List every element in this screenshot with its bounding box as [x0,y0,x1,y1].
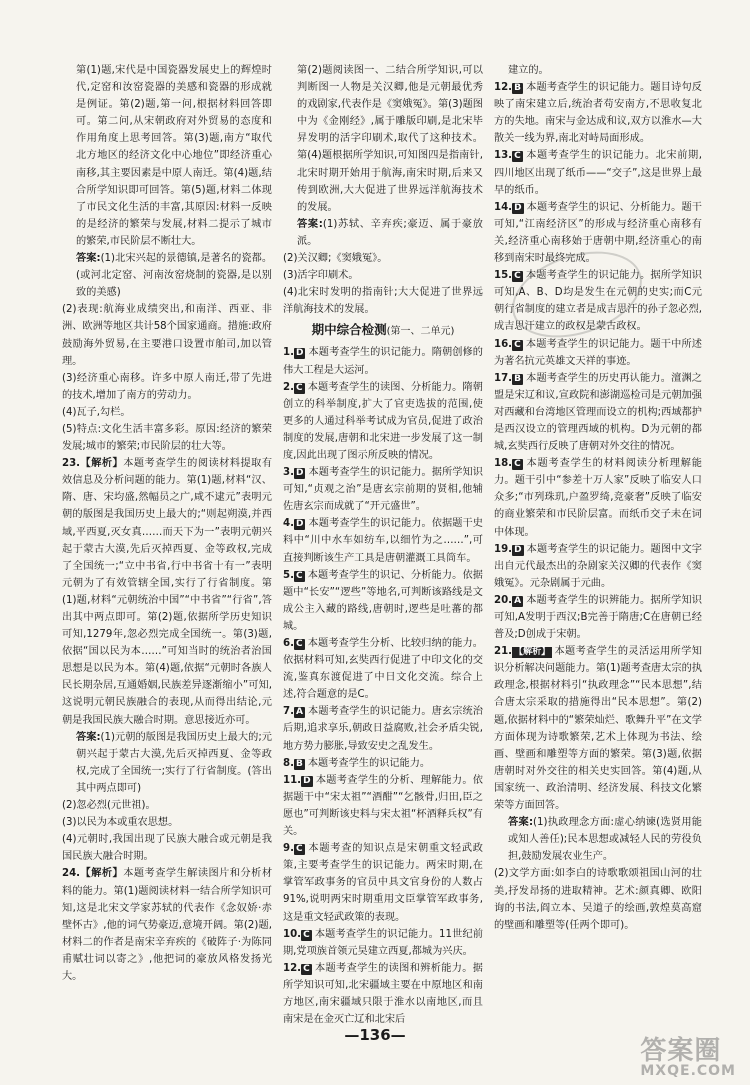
explanation-text: 本题考查学生的识记能力。唐玄宗统治后期,追求享乐,朝政日益腐败,社会矛盾尖锐,地方势力膨胀,导致安史之乱发生。 [283,706,483,752]
column-left [62,62,272,985]
explanation-text: 本题考查学生的识辨能力。据所学知识可知,A发明于西汉;B完善于隋唐;C在唐朝已经普及;D创成于宋朝。 [494,594,702,641]
explanation-text: 本题考查学生的识记能力。依据题干史料中“川中水车如纺车,以细竹为之……”,可直接判断该生产工具是唐朝灌溉工具筒车。 [283,518,483,564]
question-number: 10. [283,928,302,940]
list-item [283,703,483,754]
watermark-text: 答案圈 [640,1036,722,1066]
question-number: 23. [62,458,81,470]
answer-page [62,62,702,1026]
answer-block [62,250,272,301]
paragraph: 第(2)题阅读图一、二结合所学知识,可以判断图一人物是关汉卿,他是元朝最优秀的戏剧家,代表作是《窦娥冤》。第(3)题图中为《金刚经》,属于雕版印刷,是北宋毕昇发明的活字印刷术,取代了这种技术。第(4)题根据所学知识,可知图四是指南针,北宋时期开始用于航海,南宋时期,后来又传到欧洲,大大促进了世界远洋航海技术的发展。 [297,65,483,213]
answer-text: (2)文学方面:如李白的诗歌歌颂祖国山河的壮美,抒发昂扬的进取精神。艺术:颜真卿、欧阳询的书法,阎立本、吴道子的绘画,敦煌莫高窟的壁画和雕塑等(任两个即可)。 [494,868,702,931]
answer-tag: C [303,929,310,940]
question-number: 8. [283,757,294,769]
question-number: 4. [283,518,294,530]
answer-text: (2)忽必烈(元世祖)。 [62,800,156,812]
list-item [494,592,702,643]
answer-text: (2)表现:航海业成绩突出,和南洋、西亚、非洲、欧洲等地区共计58个国家通商。措施:政府鼓励海外贸易,在主要港口设置市舶司,加以管理。 [62,304,272,367]
answer-list [494,79,702,814]
answer-tag: A [514,595,522,606]
list-item [283,344,483,378]
question-number: 3. [283,467,294,479]
question-number: 2. [283,381,294,393]
list-item [283,772,483,840]
question-number: 20. [494,594,513,606]
answer-tag: C [295,570,303,581]
question-number: 14. [494,201,513,213]
answer-text: (2)关汉卿;《窦娥冤》。 [283,253,388,265]
question-23 [62,455,272,729]
answer-tag: A [295,707,303,718]
list-item [283,379,483,464]
answer-tag: D [295,519,304,530]
answer-tag: B [295,758,303,769]
analysis-text: 本题考查学生的阅读材料提取有效信息及分析问题的能力。第(1)题,材料“汉、隋、唐、宋均盛,然幅员之广,咸不逮元”表明元朝的版图是我国历史上最大的;“则起朔漠,并西域,平西夏,灭女真……而天下为一”表明元朝兴起于蒙古大漠,先后灭掉西夏、金等政权,完成了全国统一;“立中书省,行中书省十有一”表明元朝为了有效管辖全国,实行了行省制度。第(1)题,材料“元朝统治中国”“中书省”“行省”,答出其中两点即可。第(2)题,依据所学历史知识可知,1279年,忽必烈完成全国统一。第(3)题,依据“国以民为本……”可知当时的统治者治国思想是以民为本。第(4)题,依据“元朝时各族人民长期杂居,互通婚姻,民族差异逐渐缩小”可知,这说明元朝民族融合的表现,从而得出结论,元朝是我国民族大融合时期。意思接近亦可。 [62,458,273,726]
answer-text: (1)元朝的版图是我国历史上最大的;元朝兴起于蒙古大漠,先后灭掉西夏、金等政权,完成了全国统一;实行了行省制度。(答出其中两点即可) [76,731,272,794]
list-item [283,464,483,515]
question-number: 9. [283,843,294,855]
question-number: 12. [494,82,513,94]
answer-tag: C [295,844,303,855]
question-number: 7. [283,706,294,718]
explanation-text: 本题考查学生的识记能力。题图中文字出自元代最杰出的杂剧家关汉卿的代表作《窦娥冤》。元杂剧属于元曲。 [494,543,702,589]
answer-text: (1)北宋兴起的景德镇,是著名的瓷都。(或河北定窑、河南汝窑烧制的瓷器,是以别致的美感) [76,253,273,299]
list-item [283,635,483,703]
column-right [494,62,702,934]
paragraph: 第(1)题,宋代是中国瓷器发展史上的辉煌时代,定窑和汝窑瓷器的美感和瓷器的形成就是例证。第(2)题,第一问,根据材料回答即可。第二问,从宋朝政府对外贸易的态度和作用角度上思考回答。第(3)题,南方“取代北方地区的经济文化中心地位”即经济重心南移,其主要因素是中原人南迁。第(4)题,结合所学知识即可回答。第(5)题,材料二体现了市民文化生活的丰富,其原因:材料一反映的是经济的繁荣与发展,材料二提示了城市的繁荣,市民阶层不断壮大。 [76,65,272,247]
question-number: 17. [494,372,513,384]
answer-tag: D [295,468,304,479]
list-item [494,336,702,370]
answer-tag: C [514,271,521,282]
list-item [283,567,483,635]
explanation-text: 本题考查学生的分析、理解能力。依据题干中“宋太祖”“酒酣”“乞骸骨,归田,臣之愿也”可判断该史料与宋太祖“杯酒释兵权”有关。 [283,774,483,838]
answer-tag: C [514,459,521,470]
answer-text: (3)以民为本或重农思想。 [62,817,179,829]
list-item [494,147,702,198]
answer-tag: C [514,339,521,350]
list-item [494,79,702,147]
watermark-logo [640,1030,736,1079]
answer-tag: D [295,348,304,359]
answer-tag: B [514,83,521,94]
answer-block [283,216,483,250]
list-item [283,515,483,566]
explanation-text: 本题考查学生的读图和辨析能力。据所学知识可知,北宋疆域主要在中原地区和南方地区,南宋疆域只限于淮水以南地区,而且南宋是在金灭亡辽和北宋后 [283,962,483,1026]
answer-text: (4)北宋时发明的指南针;大大促进了世界远洋航海技术的发展。 [283,287,483,316]
answer-tag: D [514,544,522,555]
answer-tag: C [295,639,303,649]
list-item [283,840,483,925]
explanation-text: 本题考查学生的识记能力。据所学知识可知,A、B、D均是发生在元朝的史实;而C元朝行省制度的建立者是成吉思汗的孙子忽必烈,成吉思汗建立的政权是蒙古政权。 [494,270,702,333]
question-number: 19. [494,543,513,555]
list-item [494,541,702,592]
list-item [283,755,483,772]
list-item [494,643,702,814]
analysis-tag: 【解析】 [80,868,124,880]
watermark-subtext: MXQE.COM [640,1063,736,1079]
page-number: —136— [344,1026,406,1044]
question-24 [62,865,272,985]
answer-label: 答案: [508,817,534,829]
explanation-text: 本题考查学生的识记能力。题干中所述为著名抗元英雄文天祥的事迹。 [494,338,702,367]
explanation-text: 本题考查学生的历史再认能力。澶渊之盟是宋辽和议,宣政院和澎湖巡检司是元朝加强对西藏和台湾地区管理而设立的机构;西域都护是西汉设立的管理西域的机构。D为元朝的都城,玄奘西行反映了唐朝对外交往的情况。 [494,372,702,453]
column-middle [283,62,483,1028]
explanation-text: 本题考查学生的识记能力。11世纪前期,党项族首领元昊建立西夏,都城为兴庆。 [283,928,483,957]
answer-tag: C [514,151,521,162]
answer-text: (5)特点:文化生活丰富多彩。原因:经济的繁荣发展;城市的繁荣;市民阶层的壮大等。 [62,423,272,453]
explanation-text: 本题考查学生的识记能力。 [307,757,431,769]
section-heading: 期中综合检测 [311,322,387,338]
section-subheading: (第一、二单元) [386,326,455,338]
explanation-text: 本题考查学生的识记能力。题目诗句反映了南宋建立后,统治者苟安南方,不思收复北方的失地。南宋与金达成和议,双方以淮水—大散关一线为界,南北对峙局面形成。 [494,82,702,145]
answer-label: 答案: [76,253,101,265]
explanation-text: 本题考查学生的灵活运用所学知识分析解决问题能力。第(1)题考查唐太宗的执政理念,根据材料引“执政理念”“民本思想”,结合唐太宗采取的措施得出“民本思想”。第(2)题,依据材料中的“繁荣灿烂、歌舞升平”在文学方面体现为诗歌繁荣,艺术上体现为书法、绘画、壁画和雕塑等方面的繁荣。第(3)题,依据唐朝时对外交往的相关史实回答。第(4)题,从国家统一、政治清明、经济发展、科技文化繁荣等方面回答。 [494,646,702,812]
answer-tag: D [303,775,311,786]
answer-tag: 【解析】 [514,647,551,658]
explanation-text: 本题考查学生的读图、分析能力。隋朝创立的科举制度,扩大了官吏选拔的范围,使更多的人通过科举考试成为官员,促进了政治制度的发展,唐朝和北宋进一步发展了这一制度,因此出现了图示所反映的情况。 [283,381,483,461]
answer-text: (1)执政理念方面:虚心纳谏(选贤用能或知人善任);民本思想或减轻人民的劳役负担,鼓励发展农业生产。 [508,817,702,863]
question-number: 24. [62,868,81,880]
question-number: 18. [494,458,513,470]
explanation-text: 本题考查学生的识记能力。北宋前期,四川地区出现了纸币——“交子”,这是世界上最早的纸币。 [494,150,702,196]
list-item [283,960,483,1028]
answer-text: (1)苏轼、辛弃疾;豪迈、属于豪放派。 [297,218,483,247]
explanation-text: 本题考查的知识点是宋朝重文轻武政策,主要考查学生的识记能力。两宋时期,在掌管军政事务的官员中具文官身份的人数占91%,说明两宋时期重用文臣掌管军政事务,这是重文轻武政策的表现。 [283,843,483,923]
section-title [283,320,483,342]
answer-tag: D [514,202,522,213]
question-number: 12. [283,962,302,974]
analysis-text: 本题考查学生解读图片和分析材料的能力。第(1)题阅读材料一结合所学知识可知,这是北宋文学家苏轼的代表作《念奴娇·赤壁怀古》,他的词气势豪迈,意境开阔。第(2)题,材料二的作者是南宋辛弃疾的《破阵子·为陈同甫赋壮词以寄之》,他把词的豪放风格发扬光大。 [62,868,273,982]
answer-block [494,814,702,865]
explanation-text: 本题考查学生的识记、分析能力。依据题中“长安”“逻些”等地名,可判断该路线是文成公主入藏的路线,唐朝时,逻些是吐蕃的都城。 [283,569,483,632]
answer-text: (3)活字印刷术。 [283,270,359,282]
answer-tag: C [303,963,310,974]
answer-label: 答案: [76,731,101,743]
answer-list [283,344,483,1028]
list-item [494,370,702,455]
question-number: 6. [283,638,294,649]
question-number: 13. [494,150,513,162]
answer-block [62,729,272,797]
answer-tag: B [514,373,521,384]
list-item [283,926,483,960]
answer-label: 答案: [297,218,323,230]
explanation-text: 本题考查学生分析、比较归纳的能力。依据材料可知,玄奘西行促进了中印文化的交流,鉴真东渡促进了中日文化交流。综合上述,符合题意的是C。 [283,638,483,701]
question-number: 1. [283,347,294,359]
answer-text: (4)瓦子,勾栏。 [62,406,131,418]
explanation-text: 本题考查学生的识记能力。据所学知识可知,“贞观之治”是唐玄宗前期的贤相,他辅佐唐玄宗而成就了“开元盛世”。 [283,467,483,513]
question-number: 21. [494,646,513,658]
explanation-text: 本题考查学生的材料阅读分析理解能力。题干引中“参差十万人家”反映了临安人口众多;“市列珠玑,户盈罗绮,竞豪奢”反映了临安的商业繁荣和市民阶层富。而纸币交子未在词中体现。 [494,458,702,538]
question-number: 16. [494,338,513,350]
question-number: 11. [283,774,302,786]
answer-tag: C [295,382,303,393]
answer-text: (4)元朝时,我国出现了民族大融合或元朝是我国民族大融合时期。 [62,834,272,863]
question-number: 15. [494,270,513,282]
list-item [494,455,702,540]
answer-text: (3)经济重心南移。许多中原人南迁,带了先进的技术,增加了南方的劳动力。 [62,372,272,401]
explanation-text: 本题考查学生的识记能力。隋朝创修的伟大工程是大运河。 [283,347,483,376]
analysis-tag: 【解析】 [80,458,124,470]
question-number: 5. [283,569,294,581]
explanation-text: 本题考查学生的识记、分析能力。题干可知,“江南经济区”的形成与经济重心南移有关,经济重心南移始于唐朝中期,经济重心的南移到南宋时最终完成。 [494,201,702,265]
paragraph: 建立的。 [508,65,549,76]
